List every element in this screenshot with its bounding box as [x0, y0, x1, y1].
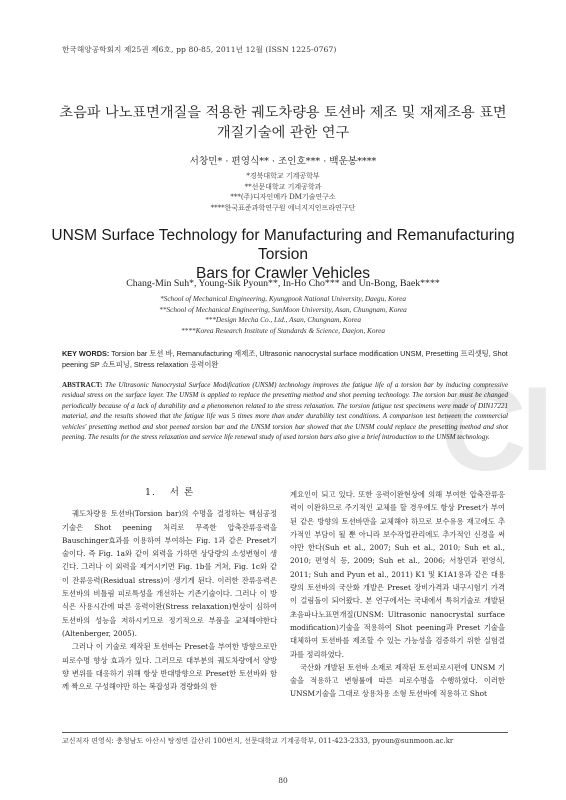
page-number: 80: [278, 776, 288, 785]
english-title-line: UNSM Surface Technology for Manufacturing and Remanufacturing Torsion: [51, 227, 515, 263]
korean-title-line: 초음파 나노표면개질을 적용한 궤도차량용 토션바 제조 및 재제조용 표면: [59, 105, 507, 121]
body-paragraph: 궤도차량용 토션바(Torsion bar)의 수명을 결정하는 핵심공정기술은 Shot peening 처리로 무족한 압축잔류응력을 Bauschinger효과를 이용하여 부여하는 Fig. 1과 같은 Preset기술이다. 즉 Fig. 1a와 같이 외력을 가하면 상당량의 소성변형이 생긴다. 그러나 이 외력을 제거시키면 Fig. 1b를 거쳐, Fig. 1c와 같이 잔류응력(Residual stress)이 생기게 된다. 이러한 잔류응력은 토션바의 비틀림 피로특성을 개선하는 기존기술이다. 그러나 이 방식은 사용시간에 따른 응력이완(Stress relaxation)현상이 심하여 토션바의 성능을 저하시키므로 정기적으로 부품을 교체해야한다(Altenberger, 2005).: [62, 509, 277, 638]
body-paragraph: 국산화 개발된 토션바 소재로 제작된 토션피로시편에 UNSM 기술을 적용하고 변형률에 따른 피로수명을 수행하였다. 이러한 UNSM기술을 그대로 상용차용 소형 토션바에 적용하고 Shot: [290, 662, 505, 699]
english-title-line: Bars for Crawler Vehicles: [195, 265, 370, 282]
english-authors: Chang-Min Suh*, Young-Sik Pyoun**, In-Ho Cho*** and Un-Bong, Baek****: [126, 278, 440, 289]
keywords-block: [62, 348, 508, 370]
korean-authors: 서창민* · 편영식** · 조인호*** · 백운봉****: [189, 156, 377, 167]
english-title: [30, 226, 536, 283]
body-paragraph: 그러나 이 기술로 제작된 토션바는 Preset을 부여한 방향으로만 피로수명 향상 효과가 있다. 그러므로 대부분의 궤도차량에서 양방향 변위를 대응하기 위해 항상 반대방향으로 Preset한 토션바와 함께 짝으로 구성해야만 하는 복잡성과 경량화의 한: [62, 642, 277, 692]
keywords-label: KEY WORDS:: [62, 349, 110, 358]
korean-affiliations: [40, 171, 526, 213]
korean-affiliation: **선문대학교 기계공학과: [244, 182, 322, 191]
english-affiliation: ****Korea Research Institute of Standards & Science, Daejon, Korea: [180, 326, 385, 336]
right-column: [290, 488, 505, 701]
corresponding-author-footnote: 교신저자 편영식: 충청남도 아산시 탕정면 갈산리 100번지, 선문대학교 기계공학부, 011-423-2333, pyoun@sunmoon.ac.kr: [62, 737, 454, 745]
section-number: 1.: [144, 487, 156, 498]
footnote-divider: [62, 732, 508, 733]
korean-affiliation: ****한국표준과학연구원 에너지지인프라연구단: [210, 203, 356, 212]
korean-affiliation: *경북대학교 기계공학부: [246, 172, 320, 180]
korean-title-line: 개질기술에 관한 연구: [216, 125, 350, 141]
section-title: 서 론: [169, 487, 195, 498]
korean-affiliation: ***(주)디자인메카 DM기술연구소: [230, 193, 336, 202]
english-affiliation: ***Design Mecha Co., Ltd., Asan, Chungnam, Korea: [204, 315, 362, 325]
english-affiliations: [40, 294, 526, 337]
abstract-label: ABSTRACT:: [62, 381, 103, 389]
watermark-logo: CI: [440, 362, 548, 496]
keywords-text: Torsion bar 토션 바, Remanufacturing 재제조, Ultrasonic nanocrystal surface modification UNSM, Presetting 프리셋팅, Shot peening SP 쇼트피닝, Stress relaxation 응력이완: [62, 349, 508, 369]
abstract-block: [62, 380, 508, 442]
running-head: 한국해양공학회지 제25권 제6호, pp 80-85, 2011년 12월 (ISSN 1225-0767): [62, 45, 337, 54]
english-affiliation: **School of Mechanical Engineering, SunMoon University, Asan, Chungnam, Korea: [159, 304, 407, 314]
abstract-text: The Ultrasonic Nanocrystal Surface Modification (UNSM) technology improves the fatigue life of a torsion bar by inducing compressive residual stress on the surface layer. The UNSM is applied to replace the presetting method and shot peening technology. The torsion bar must be changed periodically because of a lack of durability and a phenomenon related to the stress relaxation. The torsion fatigue test specimens were made of DIN17221 material, and the results showed that the fatigue life was 5 times more than under durability test conditions. A comparison test between the commercial vehicles' presetting method and shot peened torsion bar and the UNSM torsion bar showed that the UNSM could replace the presetting method and shot peening. The results for the stress relaxation and service life renewal study of used torsion bars also give a brief introduction to the UNSM technology.: [62, 381, 508, 442]
section-heading: [62, 486, 277, 499]
korean-title: [40, 103, 526, 143]
body-paragraph: 계요인이 되고 있다. 또한 응력이완현상에 의해 부여한 압축잔류응력이 이완하므로 주기적인 교체를 할 경우에도 항상 Preset가 부여된 같은 방향의 토션바만을 교체해야 하므로 보수유용 재고에도 추가적인 부담이 될 뿐 아니라 보수작업관리에도 추가적인 신경을 써야만 한다(Suh et al., 2007; Suh et al., 2010; Suh et al., 2010; 편영식 등, 2009; Suh et al., 2006; 서창민과 편영식, 2011; Suh and Pyun et al., 2011) K1 및 K1A1용과 같은 대용량의 토션바의 국산화 개발은 Preset 장비가격과 내구시험기 가격이 걸림돌이 되어왔다. 본 연구에서는 국내에서 특허기술로 개발된 초음파나노표면개질(UNSM: Ultrasonic nanocrystal surface modification)기술을 적용하여 Shot peening과 Preset 기술을 대체하여 토션바를 제조할 수 있는 가능성을 검증하기 위한 실험결과를 정리하였다.: [290, 490, 505, 659]
english-affiliation: *School of Mechanical Engineering, Kyungpook National University, Daegu, Korea: [160, 294, 406, 303]
left-column: [62, 486, 277, 693]
